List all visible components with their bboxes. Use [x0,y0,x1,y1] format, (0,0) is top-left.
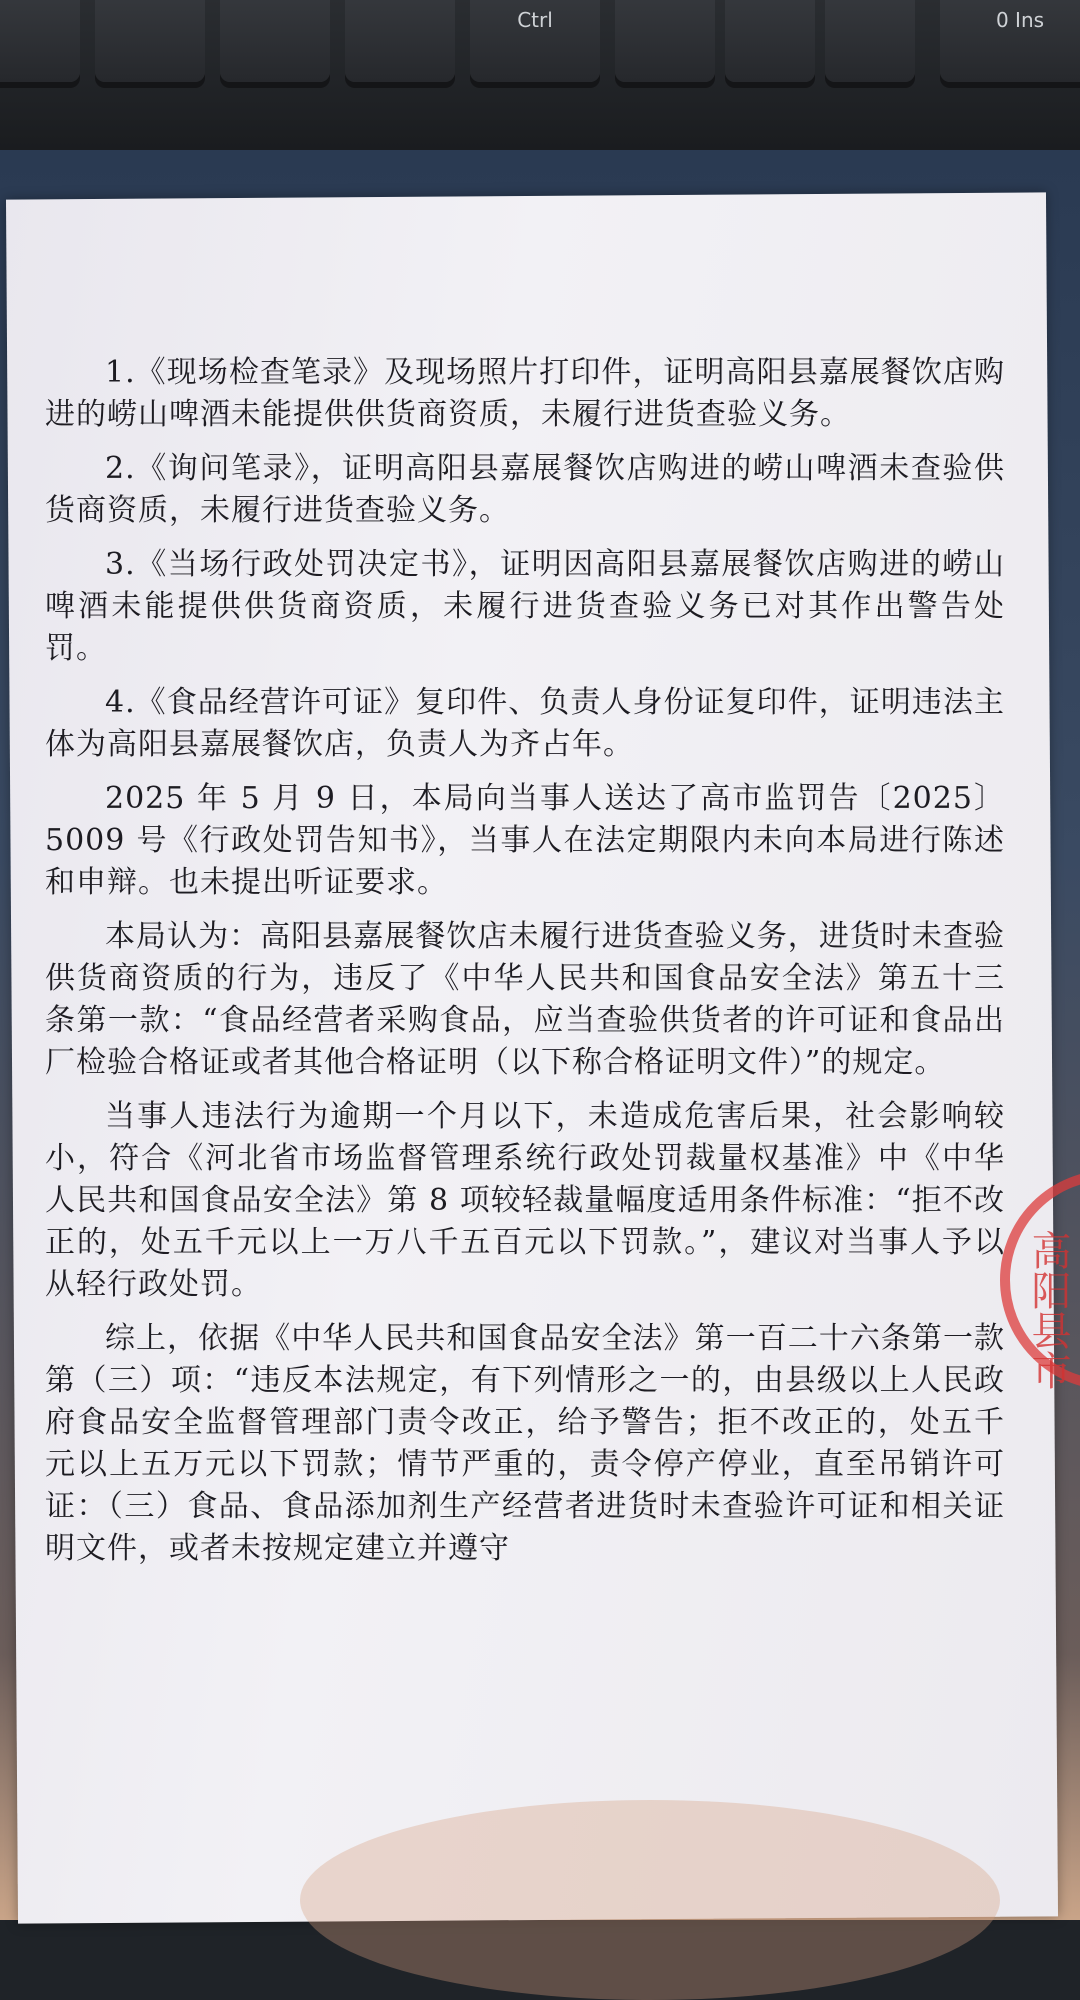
seal-text: 高阳县市 [1025,1230,1071,1390]
keyboard-key [95,0,205,82]
evidence-item-1: 1.《现场检查笔录》及现场照片打印件，证明高阳县嘉展餐饮店购进的崂山啤酒未能提供供货商资质，未履行进货查验义务。 [45,355,1005,432]
finding-paragraph: 本局认为：高阳县嘉展餐饮店未履行进货查验义务，进货时未查验供货商资质的行为，违反了《中华人民共和国食品安全法》第五十三条第一款：“食品经营者采购食品，应当查验供货者的许可证和食品出厂检验合格证或者其他合格证明（以下称合格证明文件）”的规定。 [45,919,1005,1080]
conclusion-paragraph: 综上，依据《中华人民共和国食品安全法》第一百二十六条第一款第（三）项：“违反本法规定，有下列情形之一的，由县级以上人民政府食品安全监督管理部门责令改正，给予警告；拒不改正的，处五千元以上五万元以下罚款；情节严重的，责令停产停业，直至吊销许可证：（三）食品、食品添加剂生产经营者进货时未查验许可证和相关证明文件，或者未按规定建立并遵守 [45,1321,1005,1566]
document-body [45,352,1005,1582]
discretion-paragraph: 当事人违法行为逾期一个月以下，未造成危害后果，社会影响较小，符合《河北省市场监督管理系统行政处罚裁量权基准》中《中华人民共和国食品安全法》第 8 项较轻裁量幅度适用条件标准：“拒不改正的，处五千元以上一万八千五百元以下罚款。”，建议对当事人予以从轻行政处罚。 [45,1099,1005,1302]
finger-shadow [300,1800,1000,2000]
keyboard-key [825,0,915,82]
keyboard-key [220,0,330,82]
evidence-item-4: 4.《食品经营许可证》复印件、负责人身份证复印件，证明违法主体为高阳县嘉展餐饮店，负责人为齐占年。 [45,685,1005,762]
keyboard-key [0,0,80,82]
keyboard-key-ins: 0 Ins [940,0,1080,82]
evidence-item-3: 3.《当场行政处罚决定书》，证明因高阳县嘉展餐饮店购进的崂山啤酒未能提供供货商资质，未履行进货查验义务已对其作出警告处罚。 [45,547,1005,666]
notice-paragraph: 2025 年 5 月 9 日，本局向当事人送达了高市监罚告〔2025〕5009 号《行政处罚告知书》，当事人在法定期限内未向本局进行陈述和申辩。也未提出听证要求。 [45,781,1005,900]
keyboard-key [345,0,455,82]
evidence-item-2: 2.《询问笔录》，证明高阳县嘉展餐饮店购进的崂山啤酒未查验供货商资质，未履行进货查验义务。 [45,451,1005,528]
keyboard [0,0,1080,150]
keyboard-key-ctrl: Ctrl [470,0,600,82]
keyboard-key [615,0,715,82]
keyboard-key [725,0,815,82]
